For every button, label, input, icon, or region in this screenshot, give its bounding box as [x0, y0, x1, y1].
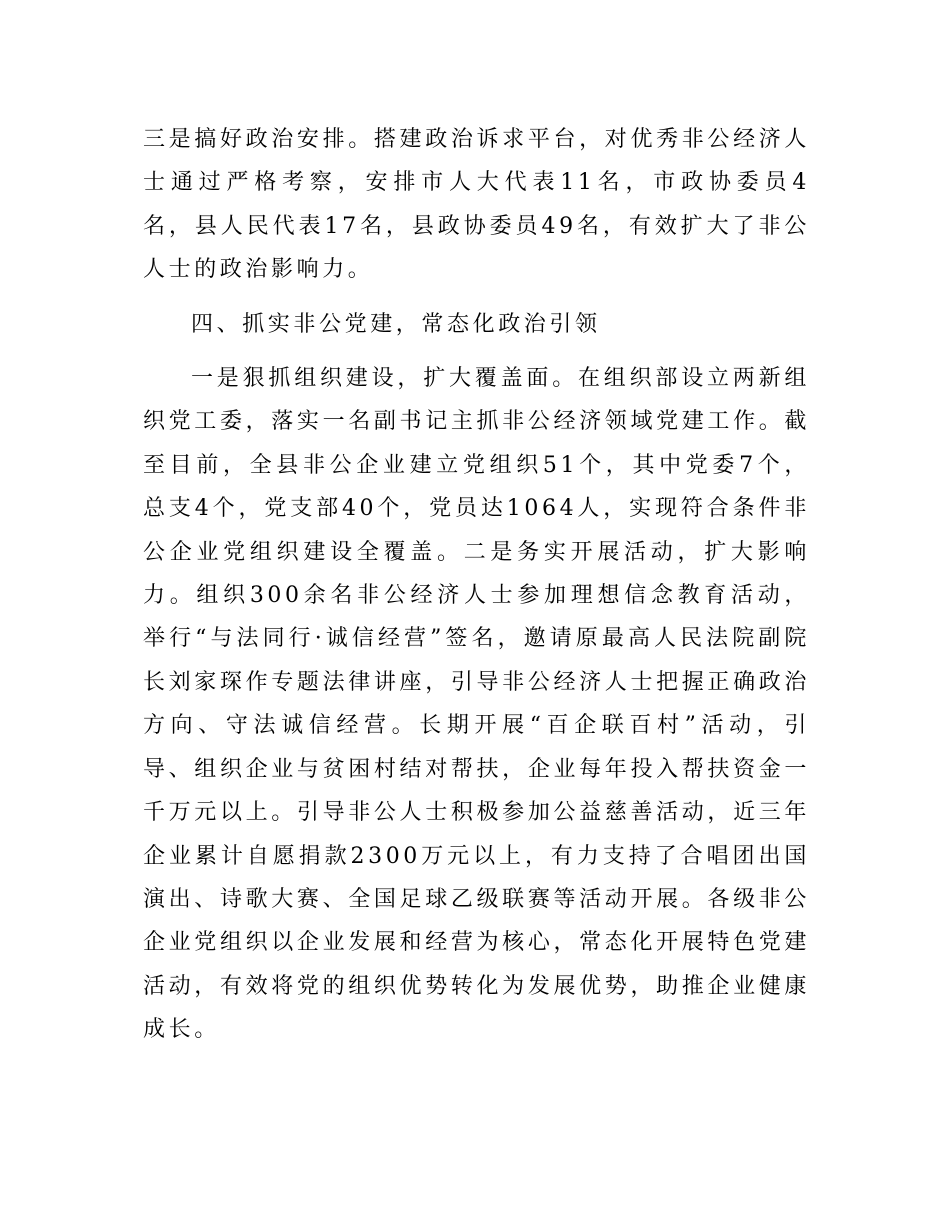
section-heading-party-building: 四、抓实非公党建，常态化政治引领 — [191, 311, 601, 337]
paragraph-political-arrangement: 三是搞好政治安排。搭建政治诉求平台，对优秀非公经济人士通过严格考察，安排市人大代表11名，市政协委员4名，县人民代表17名，县政协委员49名，有效扩大了非公人士的政治影响力。 — [143, 127, 810, 283]
paragraph-organization-building: 一是狠抓组织建设，扩大覆盖面。在组织部设立两新组织党工委，落实一名副书记主抓非公经济领域党建工作。截至目前，全县非公企业建立党组织51个，其中党委7个，总支4个，党支部40个，党员达1064人，实现符合条件非公企业党组织建设全覆盖。二是务实开展活动，扩大影响力。组织300余名非公经济人士参加理想信念教育活动，举行“与法同行·诚信经营”签名，邀请原最高人民法院副院长刘家琛作专题法律讲座，引导非公经济人士把握正确政治方向、守法诚信经营。长期开展“百企联百村”活动，引导、组织企业与贫困村结对帮扶，企业每年投入帮扶资金一千万元以上。引导非公人士积极参加公益慈善活动，近三年企业累计自愿捐款2300万元以上，有力支持了合唱团出国演出、诗歌大赛、全国足球乙级联赛等活动开展。各级非公企业党组织以企业发展和经营为核心，常态化开展特色党建活动，有效将党的组织优势转化为发展优势，助推企业健康成长。 — [143, 366, 810, 1043]
